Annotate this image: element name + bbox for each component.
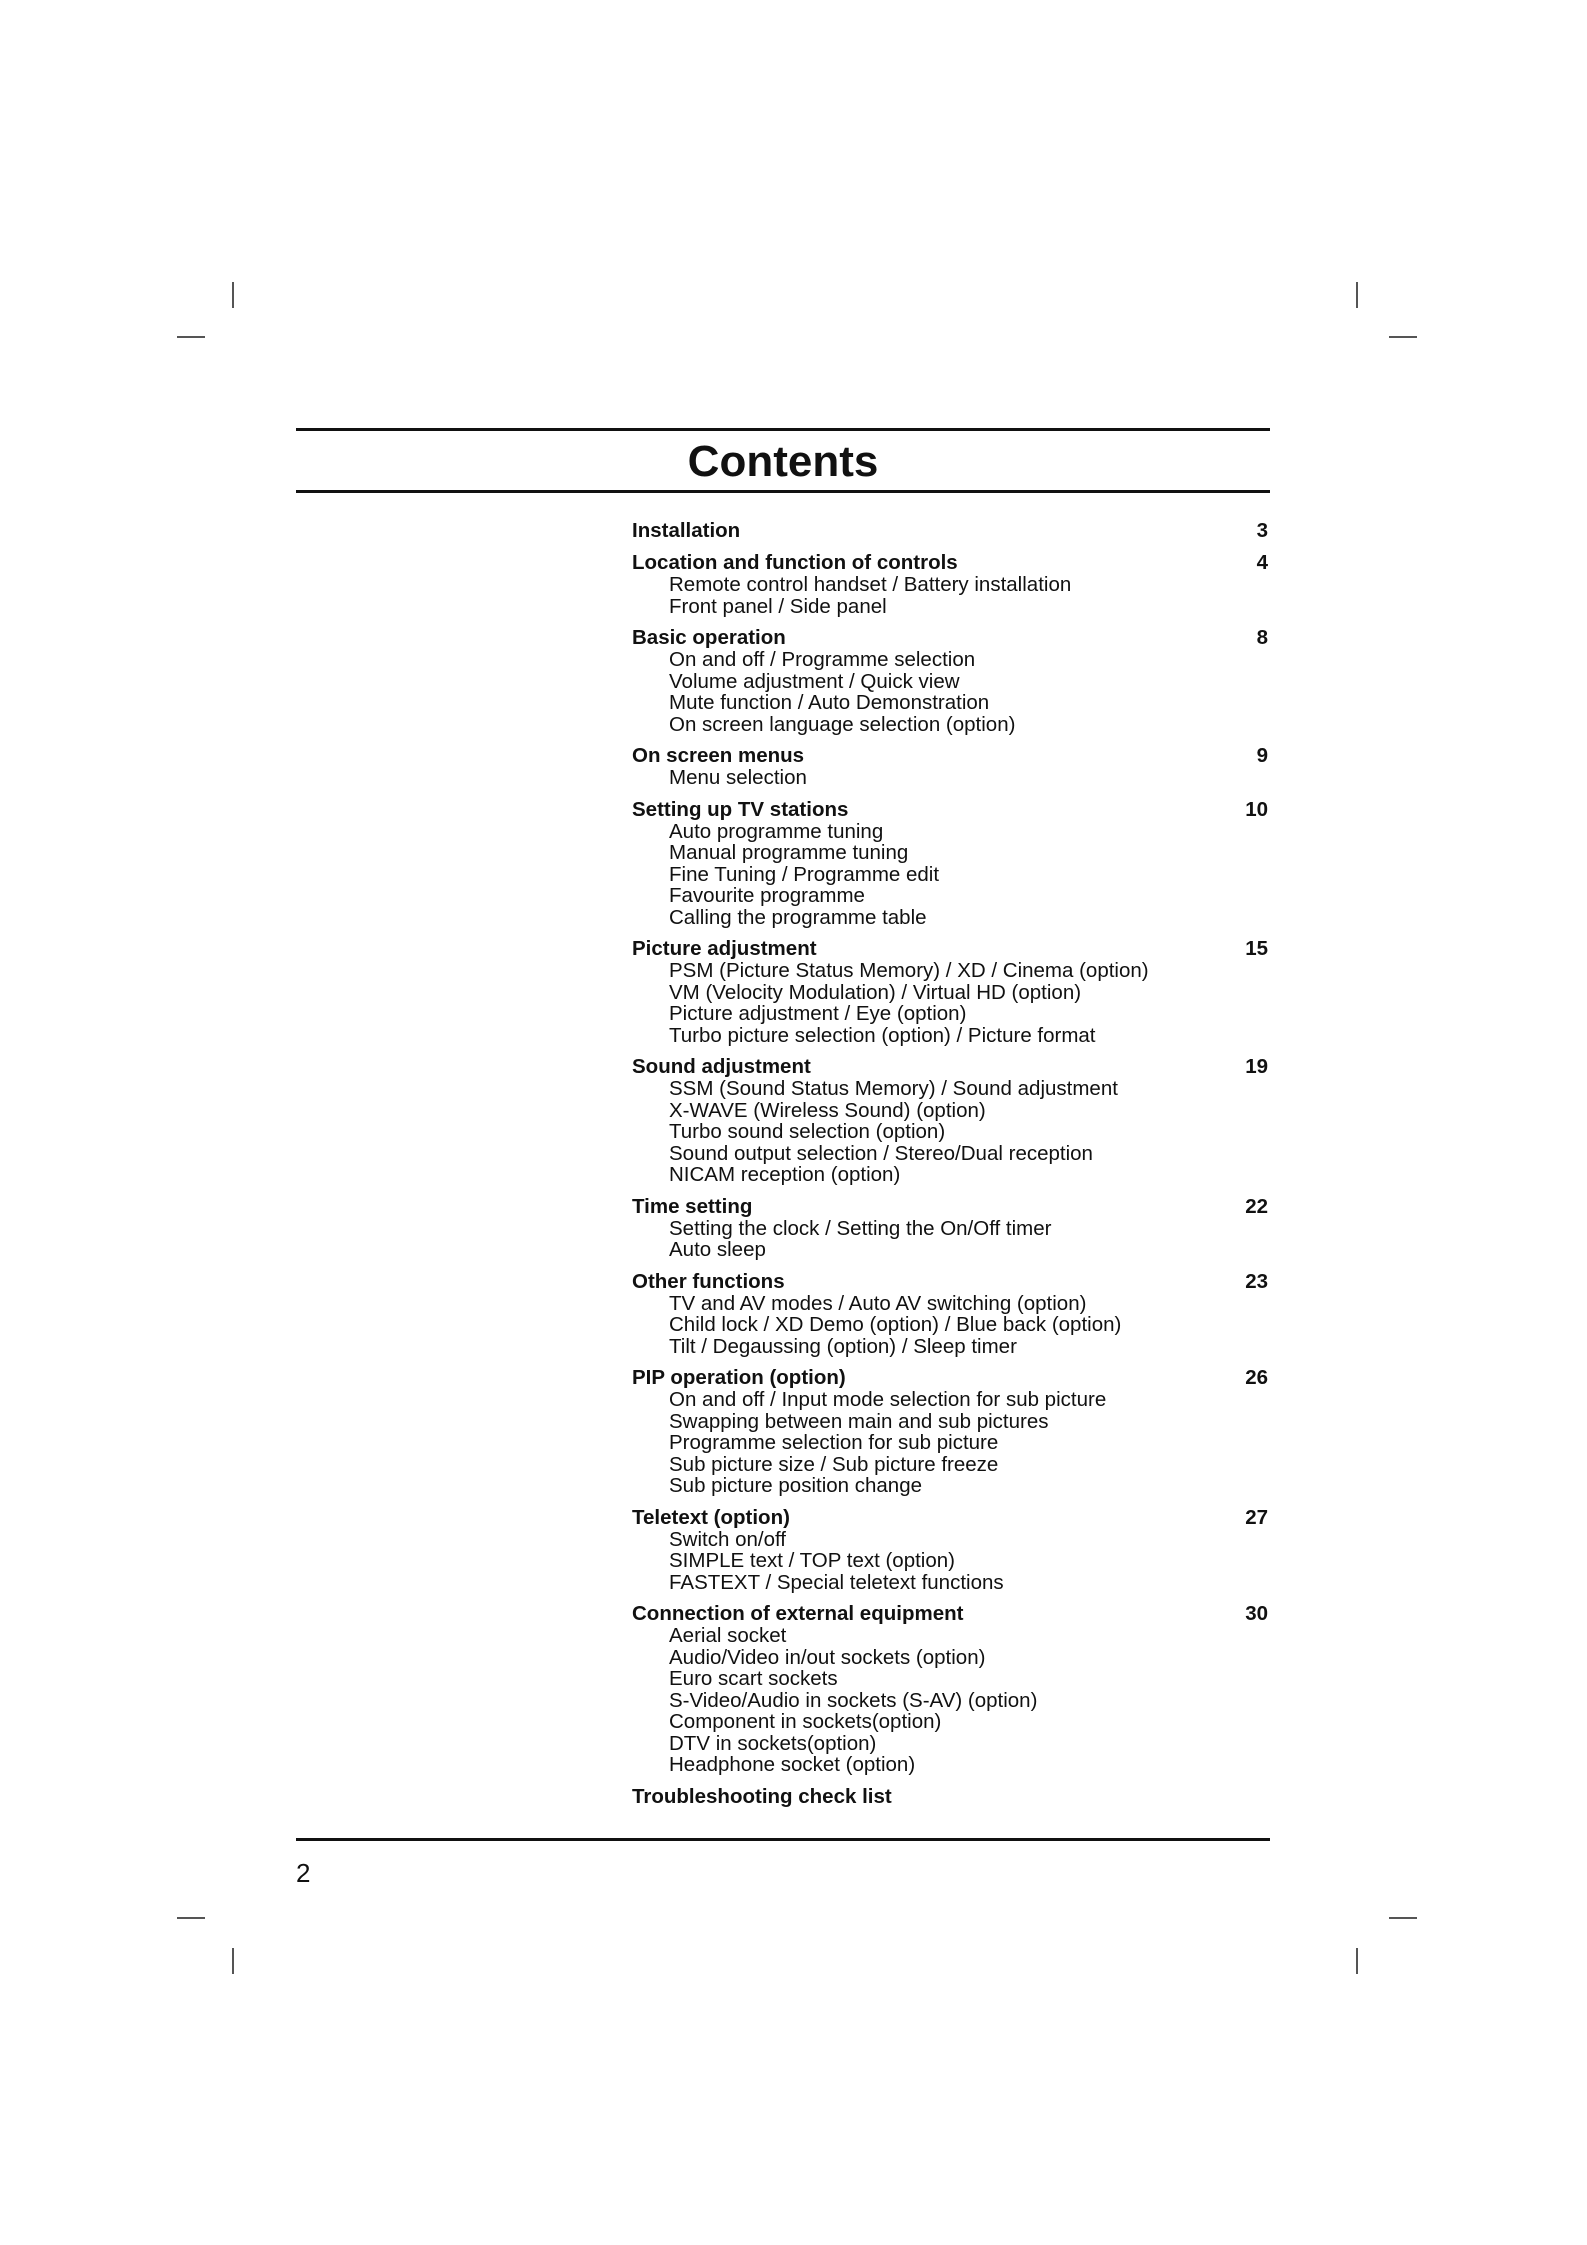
toc-subitem: Menu selection	[669, 766, 807, 789]
crop-mark-top-right-horizontal	[1389, 336, 1417, 338]
toc-section	[632, 1786, 1268, 1808]
crop-mark-bottom-right-horizontal	[1389, 1917, 1417, 1919]
toc-subitem: Programme selection for sub picture	[669, 1431, 999, 1454]
toc-subitem: VM (Velocity Modulation) / Virtual HD (option)	[669, 980, 1082, 1004]
toc-section	[632, 938, 1268, 1046]
toc-subitem: Favourite programme	[669, 884, 865, 907]
toc-subitem: On and off / Programme selection	[669, 648, 976, 671]
toc-subitem: Fine Tuning / Programme edit	[669, 862, 940, 886]
toc-section-title: Picture adjustment	[632, 937, 817, 960]
toc-section-title: Teletext (option)	[632, 1505, 790, 1529]
toc-subitem: Headphone socket (option)	[669, 1753, 916, 1776]
toc-subitem: DTV in sockets(option)	[669, 1731, 877, 1755]
toc-subitem: S-Video/Audio in sockets (S-AV) (option)	[669, 1688, 1038, 1712]
toc-section	[632, 1056, 1268, 1186]
toc-section-page: 3	[1256, 519, 1268, 542]
toc-subitem: Tilt / Degaussing (option) / Sleep timer	[669, 1334, 1017, 1358]
toc-subitem: Sub picture size / Sub picture freeze	[669, 1452, 999, 1476]
toc-section-title: Other functions	[632, 1269, 785, 1293]
toc-subitem: Swapping between main and sub pictures	[669, 1409, 1049, 1433]
toc-subitem: Switch on/off	[669, 1527, 786, 1551]
toc-subitem: Front panel / Side panel	[669, 594, 887, 618]
page-number: 2	[296, 1858, 311, 1888]
toc-section	[632, 1603, 1268, 1776]
toc-section	[632, 799, 1268, 929]
crop-mark-bottom-left-vertical	[232, 1948, 234, 1974]
toc-subitem: TV and AV modes / Auto AV switching (option)	[669, 1291, 1087, 1315]
toc-subitem: Child lock / XD Demo (option) / Blue back (option)	[669, 1313, 1122, 1336]
toc-section-heading	[632, 1786, 1268, 1808]
crop-mark-top-right-vertical	[1356, 282, 1358, 308]
toc-subitem: Sound output selection / Stereo/Dual reception	[669, 1141, 1093, 1165]
toc-subitem: Component in sockets(option)	[669, 1710, 942, 1733]
toc-section	[632, 745, 1268, 789]
toc-section-page: 10	[1245, 797, 1268, 821]
crop-mark-bottom-right-vertical	[1356, 1948, 1358, 1974]
toc-section-heading	[632, 938, 1268, 960]
crop-mark-bottom-left-horizontal	[177, 1917, 205, 1919]
header-rule-bottom	[296, 490, 1270, 493]
toc-section-heading	[632, 627, 1268, 649]
toc-subitem: Sub picture position change	[669, 1474, 923, 1497]
toc-section-title: Basic operation	[632, 626, 786, 649]
toc-section-page: 4	[1256, 551, 1268, 574]
toc-section-title: PIP operation (option)	[632, 1366, 846, 1389]
toc-subitem: NICAM reception (option)	[669, 1163, 901, 1186]
toc-subitem: Auto sleep	[669, 1238, 766, 1261]
toc-section-heading	[632, 1507, 1268, 1529]
toc-subitem: Mute function / Auto Demonstration	[669, 691, 990, 714]
toc-section-page: 27	[1245, 1505, 1268, 1529]
toc-section-heading	[632, 1271, 1268, 1293]
toc-subitem: SIMPLE text / TOP text (option)	[669, 1549, 955, 1572]
toc-section-heading	[632, 799, 1268, 821]
toc-section-heading	[632, 1603, 1268, 1625]
toc-subitem: Turbo picture selection (option) / Picture format	[669, 1023, 1096, 1047]
toc-section-title: On screen menus	[632, 744, 805, 767]
toc-subitem: Picture adjustment / Eye (option)	[669, 1002, 967, 1025]
toc-section	[632, 520, 1268, 542]
toc-section-page: 22	[1245, 1194, 1268, 1218]
toc-section	[632, 552, 1268, 617]
toc-subitem: Calling the programme table	[669, 905, 927, 929]
toc-section-page: 26	[1245, 1366, 1268, 1389]
toc-subitem: Audio/Video in/out sockets (option)	[669, 1645, 986, 1669]
toc-section-heading	[632, 745, 1268, 767]
toc-section-page: 8	[1256, 626, 1268, 649]
toc-subitem: Turbo sound selection (option)	[669, 1120, 946, 1143]
toc-section-page: 23	[1245, 1269, 1268, 1293]
toc-section-heading	[632, 520, 1268, 542]
toc-section	[632, 1507, 1268, 1594]
table-of-contents	[632, 520, 1268, 1818]
toc-section-heading	[632, 1056, 1268, 1078]
toc-section-heading	[632, 1367, 1268, 1389]
toc-subitem: Aerial socket	[669, 1624, 787, 1647]
toc-section-title: Location and function of controls	[632, 551, 958, 574]
toc-subitem: Setting the clock / Setting the On/Off timer	[669, 1216, 1052, 1240]
toc-section-page: 15	[1245, 937, 1268, 960]
toc-subitem: SSM (Sound Status Memory) / Sound adjustment	[669, 1077, 1118, 1100]
page-title: Contents	[687, 437, 879, 486]
toc-subitem: Euro scart sockets	[669, 1667, 838, 1690]
toc-subitem: Remote control handset / Battery installation	[669, 573, 1072, 596]
toc-subitem: FASTEXT / Special teletext functions	[669, 1570, 1004, 1594]
toc-section	[632, 1196, 1268, 1261]
footer-rule	[296, 1838, 1270, 1841]
toc-section-title: Installation	[632, 519, 741, 542]
toc-section	[632, 627, 1268, 735]
crop-mark-top-left-vertical	[232, 282, 234, 308]
toc-section-page: 30	[1245, 1602, 1268, 1625]
toc-section-title: Connection of external equipment	[632, 1602, 964, 1625]
toc-section-heading	[632, 552, 1268, 574]
toc-section	[632, 1367, 1268, 1497]
header-rule-top	[296, 428, 1270, 431]
toc-subitem: Auto programme tuning	[669, 819, 884, 843]
crop-mark-top-left-horizontal	[177, 336, 205, 338]
toc-subitem: On screen language selection (option)	[669, 712, 1016, 736]
toc-subitem: PSM (Picture Status Memory) / XD / Cinema (option)	[669, 959, 1149, 982]
toc-section-title: Time setting	[632, 1194, 753, 1218]
toc-section-title: Setting up TV stations	[632, 797, 849, 821]
toc-section-heading	[632, 1196, 1268, 1218]
toc-subitem: Manual programme tuning	[669, 841, 909, 864]
toc-subitem: X-WAVE (Wireless Sound) (option)	[669, 1098, 986, 1122]
toc-section-title: Sound adjustment	[632, 1055, 811, 1078]
toc-subitem: On and off / Input mode selection for sub picture	[669, 1388, 1107, 1411]
toc-section	[632, 1271, 1268, 1358]
toc-section-page: 9	[1256, 744, 1268, 767]
toc-section-page: 19	[1245, 1055, 1268, 1078]
toc-subitem: Volume adjustment / Quick view	[669, 669, 960, 693]
toc-section-title: Troubleshooting check list	[632, 1784, 892, 1808]
